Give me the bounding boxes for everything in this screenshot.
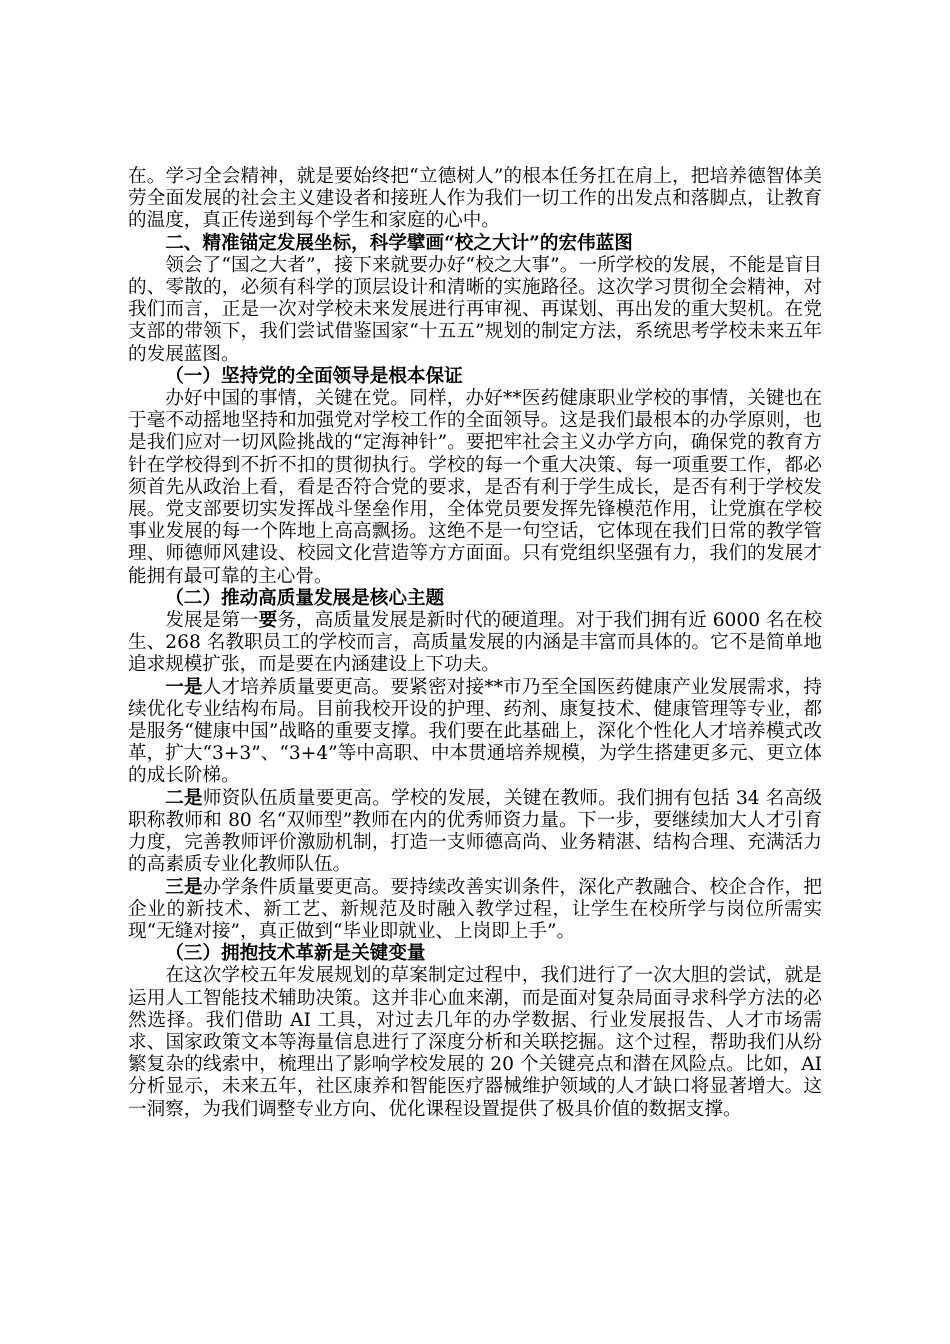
point-2-body: 师资队伍质量要更高。学校的发展，关键在教师。我们拥有包括 34 名高级职称教师和 80 名“双师型”教师在内的优秀师资力量。下一步，要继续加大人才引育力度，完善教师评价激励机制，打造一支师德高尚、业务精湛、结构合理、充满活力的高素质专业化教师队伍。 [128,787,822,876]
subheading-3: （三）拥抱技术革新是关键变量 [165,943,426,965]
point-1-body: 人才培养质量要更高。要紧密对接**市乃至全国医药健康产业发展需求，持续优化专业结构布局。目前我校开设的护理、药剂、康复技术、健康管理等专业，都是服务“健康中国”战略的重要支撑。我们要在此基础上，深化个性化人才培养模式改革，扩大“3+3”、“3+4”等中高职、中本贯通培养规模，为学生搭建更多元、更立体的成长阶梯。 [128,676,822,787]
point-2-lead: 二是 [165,787,203,809]
subheading-1: （一）坚持党的全面领导是根本保证 [165,365,463,387]
paragraph-section-2: 领会了“国之大者”，接下来就要办好“校之大事”。一所学校的发展，不能是盲目的、零散的，必须有科学的顶层设计和清晰的实施路径。这次学习贯彻全会精神，对我们而言，正是一次对学校未来发展进行再审视、再谋划、再出发的重大契机。在党支部的带领下，我们尝试借鉴国家“十五五”规划的制定方法，系统思考学校未来五年的发展蓝图。 [128,254,822,365]
section-heading-2: 二、精准锚定发展坐标，科学擘画“校之大计”的宏伟蓝图 [165,232,633,254]
subheading-2: （二）推动高质量发展是核心主题 [165,587,445,609]
point-3-lead: 三是 [165,876,203,898]
paragraph-subsection-2-part-c: 务，高质量发展是新时代的硬道理。对于我们拥有近 6000 名在校生、268 名教职员工的学校而言，高质量发展的内涵是丰富而具体的。它不是简单地追求规模扩张，而是要在内涵建设上下功夫。 [128,610,822,676]
paragraph-point-1 [128,677,822,788]
paragraph-subsection-2-part-a: 发展是第一 [165,610,259,632]
paragraph-subsection-2-emphasis: 要 [258,610,278,632]
point-3-body: 办学条件质量要更高。要持续改善实训条件，深化产教融合、校企合作，把企业的新技术、新工艺、新规范及时融入教学过程，让学生在校所学与岗位所需实现“无缝对接”，真正做到“毕业即就业、上岗即上手”。 [128,876,822,942]
paragraph-subsection-2 [128,610,822,677]
paragraph-subsection-3: 在这次学校五年发展规划的草案制定过程中，我们进行了一次大胆的尝试，就是运用人工智能技术辅助决策。这并非心血来潮，而是面对复杂局面寻求科学方法的必然选择。我们借助 AI 工具，对过去几年的办学数据、行业发展报告、人才市场需求、国家政策文本等海量信息进行了深度分析和关联挖掘。这个过程，帮助我们从纷繁复杂的线索中，梳理出了影响学校发展的 20 个关键亮点和潜在风险点。比如，AI 分析显示，未来五年，社区康养和智能医疗器械维护领域的人才缺口将显著增大。这一洞察，为我们调整专业方向、优化课程设置提供了极具价值的数据支撑。 [128,965,822,1120]
paragraph-intro: 在。学习全会精神，就是要始终把“立德树人”的根本任务扛在肩上，把培养德智体美劳全面发展的社会主义建设者和接班人作为我们一切工作的出发点和落脚点，让教育的温度，真正传递到每个学生和家庭的心中。 [128,166,822,232]
point-1-lead: 一是 [165,676,203,698]
document-page [128,166,822,1121]
paragraph-point-3 [128,877,822,944]
paragraph-point-2 [128,788,822,877]
paragraph-subsection-1: 办好中国的事情，关键在党。同样，办好**医药健康职业学校的事情，关键也在于毫不动摇地坚持和加强党对学校工作的全面领导。这是我们最根本的办学原则，也是我们应对一切风险挑战的“定海神针”。要把牢社会主义办学方向，确保党的教育方针在学校得到不折不扣的贯彻执行。学校的每一个重大决策、每一项重要工作，都必须首先从政治上看，看是否符合党的要求，是否有利于学生成长，是否有利于学校发展。党支部要切实发挥战斗堡垒作用，全体党员要发挥先锋模范作用，让党旗在学校事业发展的每一个阵地上高高飘扬。这绝不是一句空话，它体现在我们日常的教学管理、师德师风建设、校园文化营造等方方面面。只有党组织坚强有力，我们的发展才能拥有最可靠的主心骨。 [128,388,822,587]
